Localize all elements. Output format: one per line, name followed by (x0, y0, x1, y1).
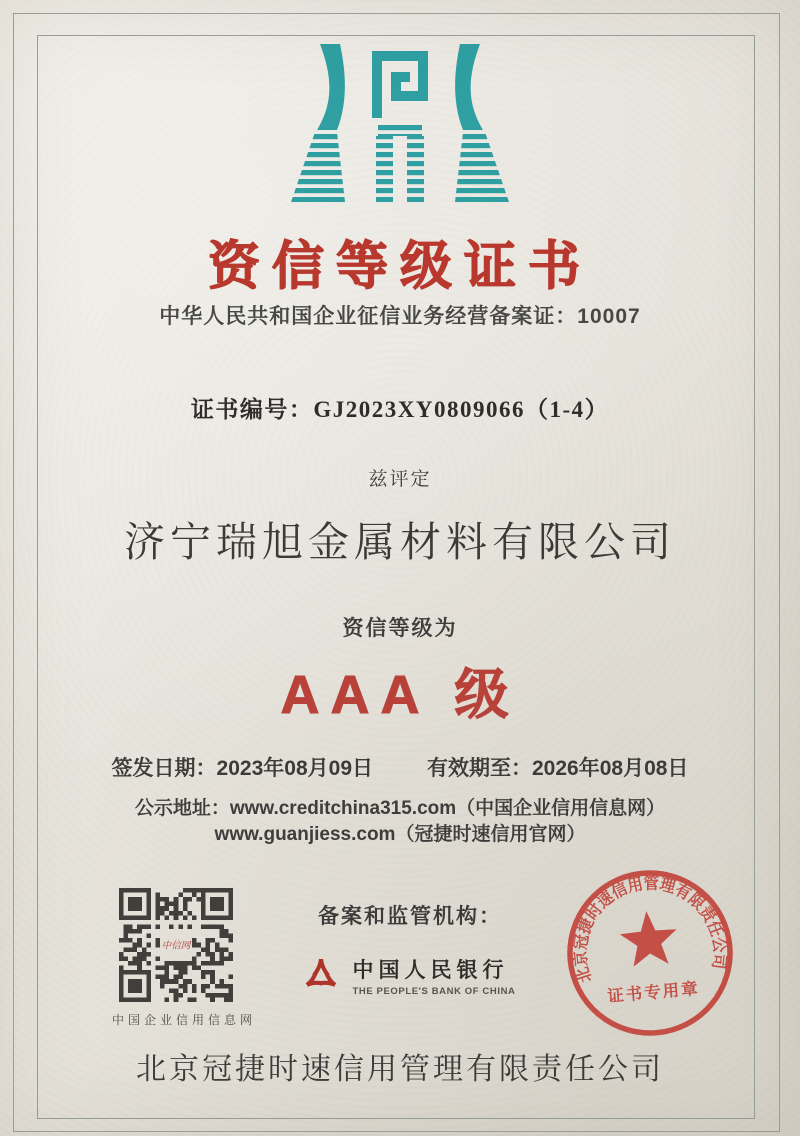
seal-bottom-text: 证书专用章 (606, 978, 701, 1006)
rated-company-name: 济宁瑞旭金属材料有限公司 (124, 519, 676, 565)
seal-ring-text: 北京冠捷时速信用管理有限责任公司 (570, 873, 730, 986)
publicity-url-line2: www.guanjiess.com（冠捷时速信用官网） (214, 824, 586, 845)
rating-value: AAA 级 (280, 665, 520, 725)
pboc-name-en: THE PEOPLE'S BANK OF CHINA (352, 986, 516, 997)
issuer-company-name: 北京冠捷时速信用管理有限责任公司 (136, 1053, 664, 1086)
qr-caption: 中国企业信用信息网 (112, 1013, 257, 1027)
certificate-title: 资信等级证书 (207, 238, 592, 296)
hereby-label: 兹评定 (368, 469, 432, 490)
pboc-row (280, 954, 540, 997)
regulator-label: 备案和监管机构： (318, 904, 502, 928)
pboc-emblem-icon (304, 957, 338, 995)
certificate-number-value: GJ2023XY0809066（1-4） (313, 397, 610, 422)
qr-code (119, 888, 233, 1002)
certificate-number (0, 391, 800, 424)
company-seal (562, 865, 738, 1041)
date-row (0, 752, 800, 782)
regulator-block (280, 900, 540, 997)
rating-label: 资信等级为 (342, 617, 458, 640)
pboc-names (352, 954, 515, 997)
publicity-url-line1: 公示地址：www.creditchina315.com（中国企业信用信息网） (134, 798, 666, 819)
seal-star-icon (618, 909, 680, 968)
guanjie-brand-logo-icon (290, 44, 510, 200)
certificate-number-label: 证书编号： (190, 397, 314, 422)
qr-block (112, 888, 257, 1028)
valid-until-date: 有效期至：2026年08月08日 (427, 757, 689, 780)
publicity-urls (0, 796, 800, 848)
qr-center-label: 中信网 (161, 940, 191, 952)
filing-number-line: 中华人民共和国企业征信业务经营备案证：10007 (159, 305, 641, 328)
pboc-name-cn: 中国人民银行 (352, 958, 509, 982)
issue-date: 签发日期：2023年08月09日 (111, 757, 373, 780)
